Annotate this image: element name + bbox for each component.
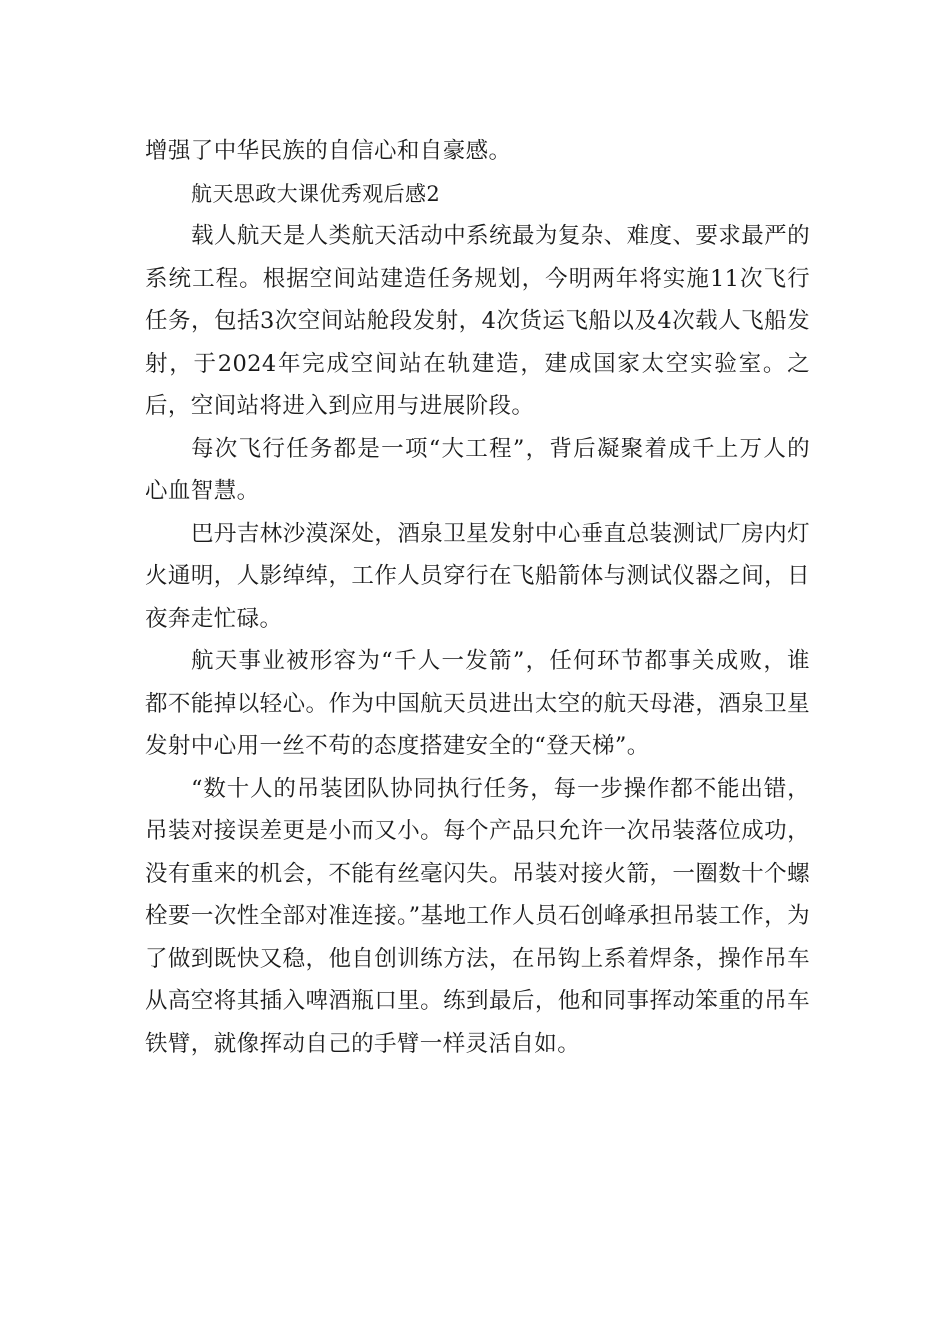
paragraph-3: 每次飞行任务都是一项“大工程”，背后凝聚着成千上万人的心血智慧。 [145,435,810,504]
paragraph-4: 巴丹吉林沙漠深处，酒泉卫星发射中心垂直总装测试厂房内灯火通明，人影绰绰，工作人员穿行在飞船箭体与测试仪器之间，日夜奔走忙碌。 [145,520,810,632]
document-body [145,130,810,1065]
paragraph-2: 载人航天是人类航天活动中系统最为复杂、难度、要求最严的系统工程。根据空间站建造任务规划，今明两年将实施11次飞行任务，包括3次空间站舱段发射，4次货运飞船以及4次载人飞船发射，于2024年完成空间站在轨建造，建成国家太空实验室。之后，空间站将进入到应用与进展阶段。 [145,223,810,419]
section-heading: 航天思政大课优秀观后感2 [191,181,441,206]
paragraph-5: 航天事业被形容为“千人一发箭”，任何环节都事关成败，谁都不能掉以轻心。作为中国航天员进出太空的航天母港，酒泉卫星发射中心用一丝不苟的态度搭建安全的“登天梯”。 [145,648,810,759]
paragraph-1: 增强了中华民族的自信心和自豪感。 [145,138,512,164]
paragraph-6: “数十人的吊装团队协同执行任务，每一步操作都不能出错，吊装对接误差更是小而又小。每个产品只允许一次吊装落位成功，没有重来的机会，不能有丝毫闪失。吊装对接火箭，一圈数十个螺栓要一次性全部对准连接。”基地工作人员石创峰承担吊装工作，为了做到既快又稳，他自创训练方法，在吊钩上系着焊条，操作吊车从高空将其插入啤酒瓶口里。练到最后，他和同事挥动笨重的吊车铁臂，就像挥动自己的手臂一样灵活自如。 [145,775,810,1057]
